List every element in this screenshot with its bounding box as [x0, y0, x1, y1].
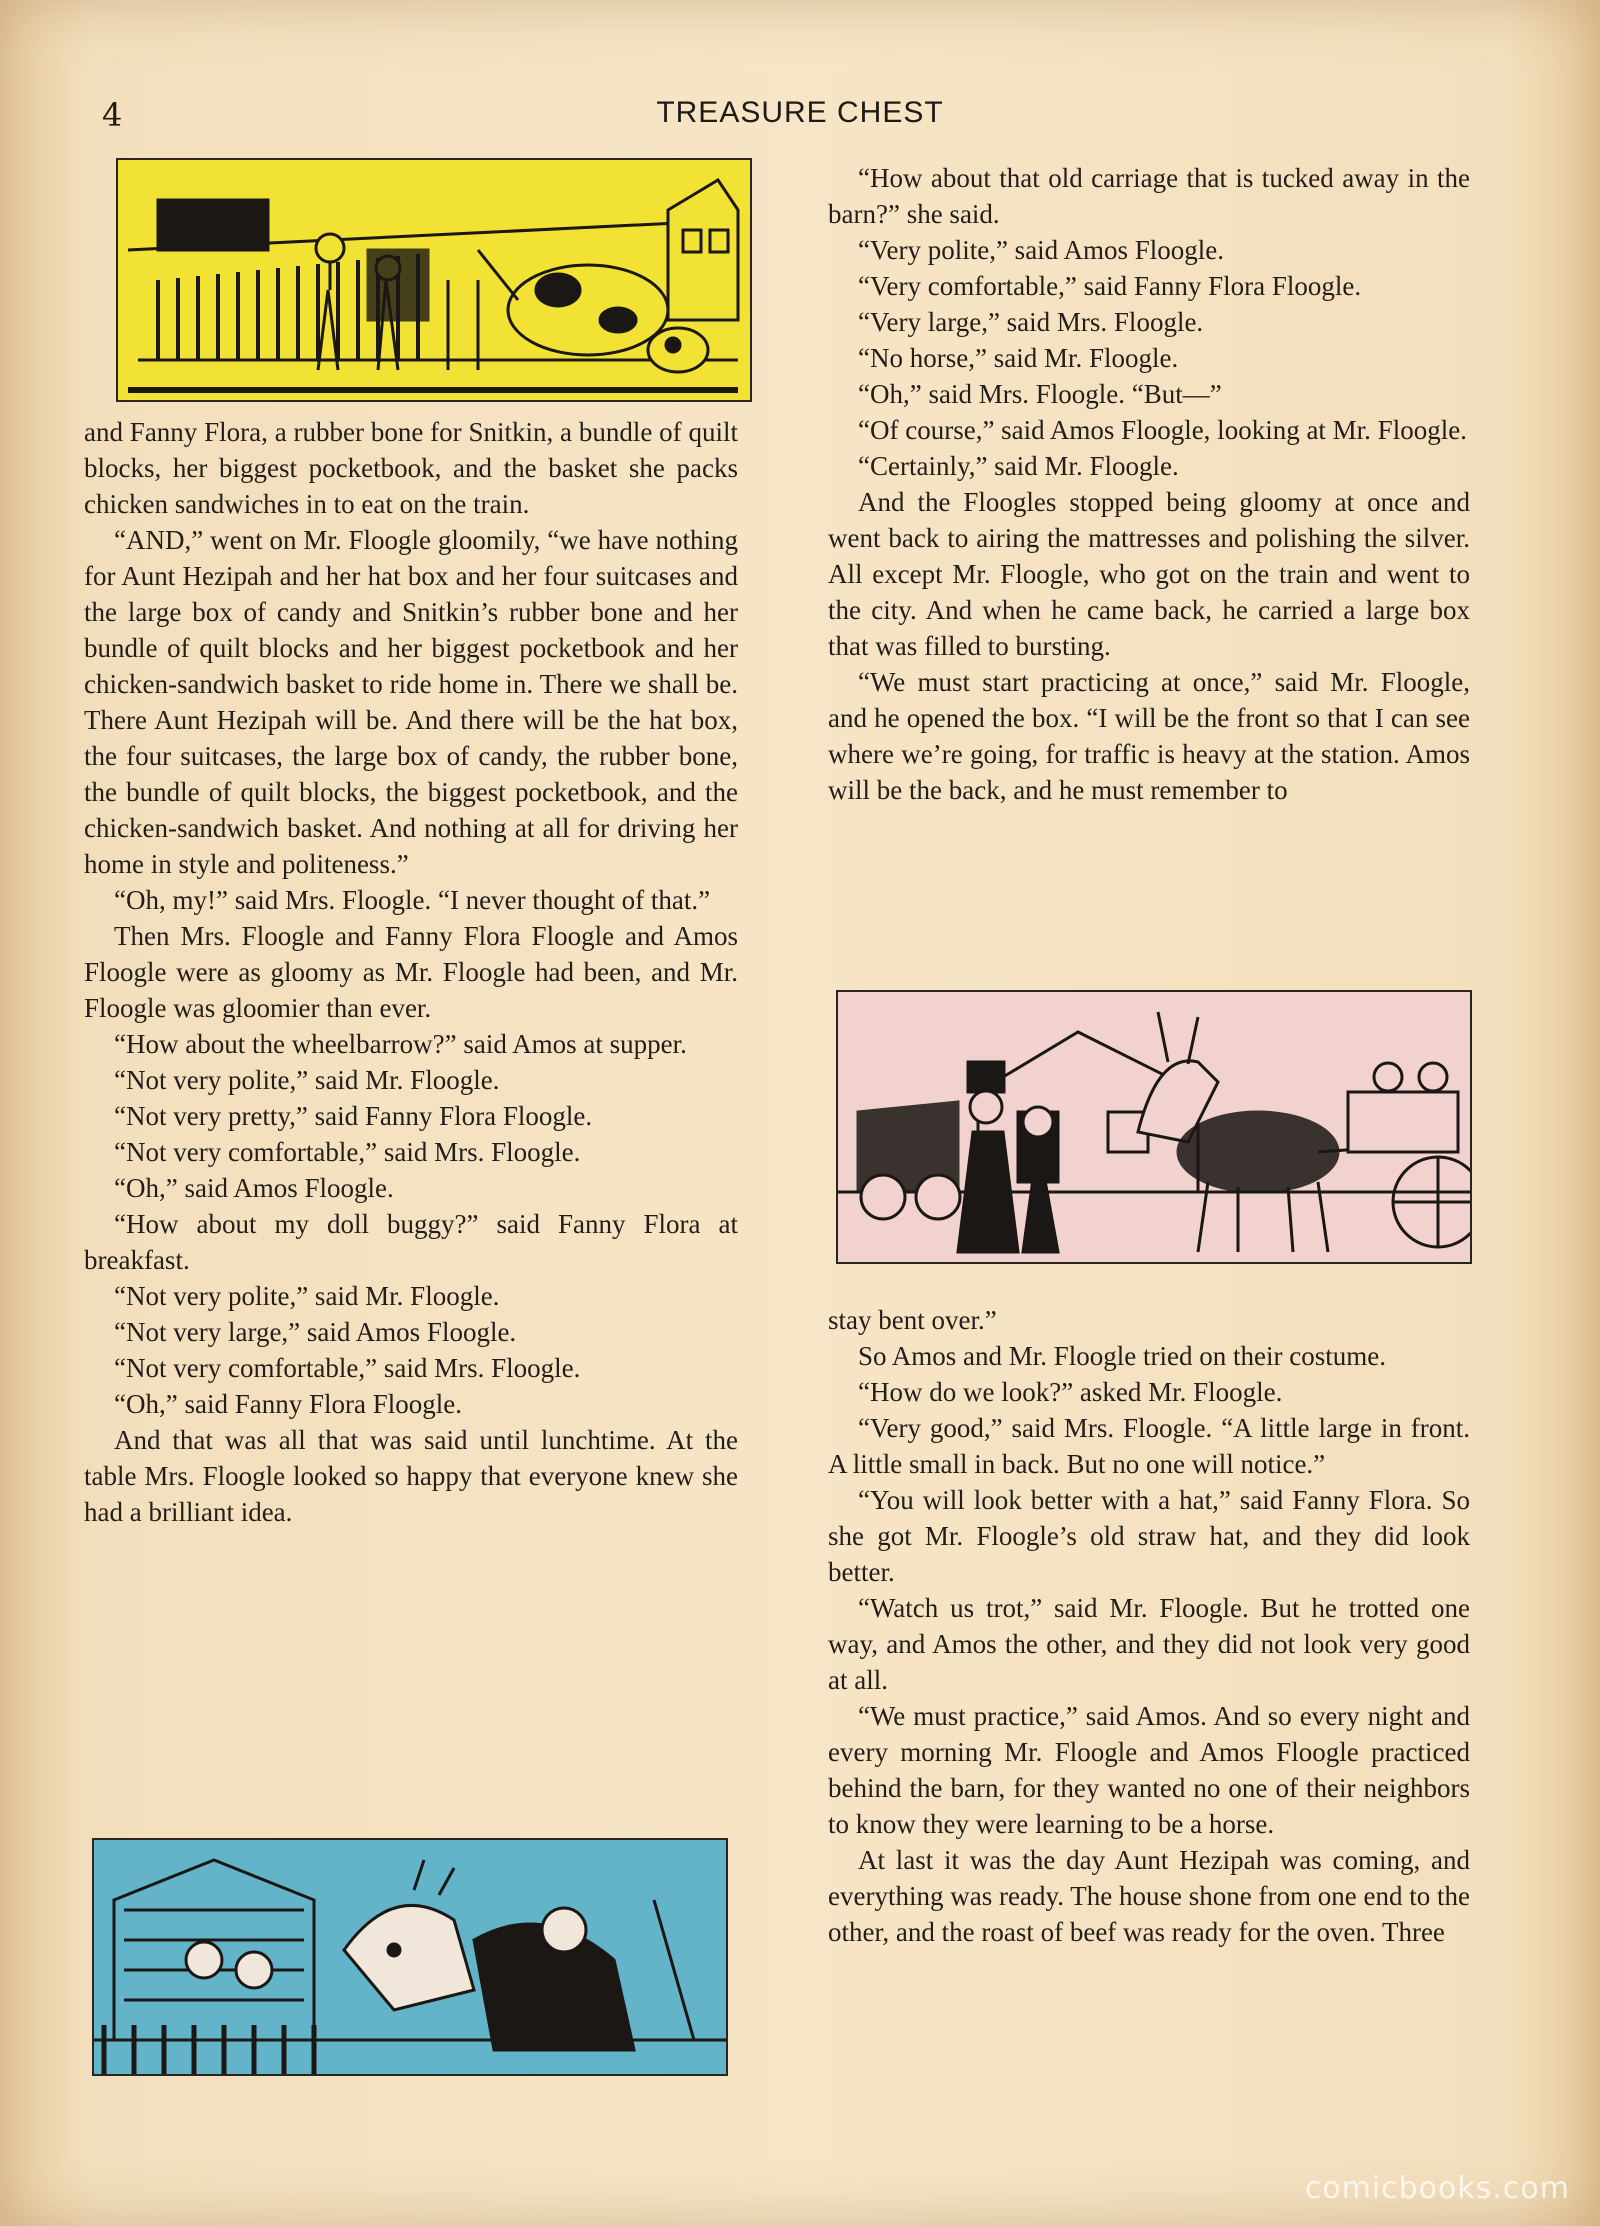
paragraph: Then Mrs. Floogle and Fanny Flora Floogle and Amos Floogle were as gloomy as Mr. Floogle had been, and Mr. Floogle was gloomier than ever.: [84, 921, 738, 1023]
paragraph: and Fanny Flora, a rubber bone for Snitkin, a bundle of quilt blocks, her biggest pocketbook, and the basket she packs chicken sandwiches in to eat on the train.: [84, 417, 738, 519]
illustration-laundry-dog: [116, 158, 752, 402]
illustration-horse-costume-fence: [92, 1838, 728, 2076]
illustration-station-carriage: [836, 990, 1472, 1264]
paragraph: “Not very polite,” said Mr. Floogle.: [114, 1065, 500, 1095]
paragraph: “Not very pretty,” said Fanny Flora Floogle.: [114, 1101, 593, 1131]
paragraph: “Not very large,” said Amos Floogle.: [114, 1317, 517, 1347]
paragraph: “Very comfortable,” said Fanny Flora Floogle.: [858, 271, 1362, 301]
paragraph: “Very good,” said Mrs. Floogle. “A little large in front. A little small in back. But no one will notice.”: [828, 1413, 1470, 1479]
left-text-column: [84, 414, 738, 1530]
paragraph: “Not very polite,” said Mr. Floogle.: [114, 1281, 500, 1311]
paragraph: “Not very comfortable,” said Mrs. Floogle.: [114, 1353, 581, 1383]
paragraph: “You will look better with a hat,” said Fanny Flora. So she got Mr. Floogle’s old straw hat, and they did look better.: [828, 1485, 1470, 1587]
right-text-column-bottom: [828, 1302, 1470, 1950]
horse-fence-drawing: [94, 1840, 726, 2074]
paragraph: “Watch us trot,” said Mr. Floogle. But he trotted one way, and Amos the other, and they did not look very good at all.: [828, 1593, 1470, 1695]
paragraph: At last it was the day Aunt Hezipah was coming, and everything was ready. The house shone from one end to the other, and the roast of beef was ready for the oven. Three: [828, 1845, 1470, 1947]
paragraph: “Certainly,” said Mr. Floogle.: [858, 451, 1179, 481]
laundry-dog-drawing: [118, 160, 750, 400]
page-number: 4: [102, 96, 123, 134]
paragraph: “How do we look?” asked Mr. Floogle.: [858, 1377, 1283, 1407]
station-carriage-drawing: [838, 992, 1470, 1262]
paragraph: “Oh, my!” said Mrs. Floogle. “I never thought of that.”: [114, 885, 711, 915]
paragraph: “Oh,” said Fanny Flora Floogle.: [114, 1389, 462, 1419]
paragraph: “How about the wheelbarrow?” said Amos at supper.: [114, 1029, 687, 1059]
paragraph: “Oh,” said Amos Floogle.: [114, 1173, 394, 1203]
right-text-column-top: [828, 160, 1470, 808]
paragraph: “We must start practicing at once,” said Mr. Floogle, and he opened the box. “I will be the front so that I can see where we’re going, for traffic is heavy at the station. Amos will be the back, and he must remember to: [828, 667, 1470, 805]
paragraph: “How about that old carriage that is tucked away in the barn?” she said.: [828, 163, 1470, 229]
page-header: [0, 96, 1600, 140]
paragraph: “AND,” went on Mr. Floogle gloomily, “we have nothing for Aunt Hezipah and her hat box and her four suitcases and the large box of candy and Snitkin’s rubber bone and her bundle of quilt blocks and her biggest pocketbook and her chicken-sandwich basket to ride home in. There we shall be. There Aunt Hezipah will be. And there will be the hat box, the four suitcases, the large box of candy, the rubber bone, the bundle of quilt blocks, the biggest pocketbook, and the chicken-sandwich basket. And nothing at all for driving her home in style and politeness.”: [84, 525, 738, 879]
paragraph: And that was all that was said until lunchtime. At the table Mrs. Floogle looked so happy that everyone knew she had a brilliant idea.: [84, 1425, 738, 1527]
paragraph: “How about my doll buggy?” said Fanny Flora at breakfast.: [84, 1209, 738, 1275]
paragraph: stay bent over.”: [828, 1305, 997, 1335]
paragraph: “Very polite,” said Amos Floogle.: [858, 235, 1224, 265]
paragraph: “We must practice,” said Amos. And so every night and every morning Mr. Floogle and Amos Floogle practiced behind the barn, for they wanted no one of their neighbors to know they were learning to be a horse.: [828, 1701, 1470, 1839]
paragraph: “Not very comfortable,” said Mrs. Floogle.: [114, 1137, 581, 1167]
site-watermark: comicbooks.com: [1304, 2171, 1570, 2206]
magazine-title: TREASURE CHEST: [656, 96, 944, 129]
paragraph: “Very large,” said Mrs. Floogle.: [858, 307, 1204, 337]
paragraph: “Oh,” said Mrs. Floogle. “But—”: [858, 379, 1222, 409]
paragraph: So Amos and Mr. Floogle tried on their costume.: [858, 1341, 1386, 1371]
paragraph: And the Floogles stopped being gloomy at once and went back to airing the mattresses and polishing the silver. All except Mr. Floogle, who got on the train and went to the city. And when he came back, he carried a large box that was filled to bursting.: [828, 487, 1470, 661]
paragraph: “No horse,” said Mr. Floogle.: [858, 343, 1179, 373]
paragraph: “Of course,” said Amos Floogle, looking at Mr. Floogle.: [858, 415, 1467, 445]
